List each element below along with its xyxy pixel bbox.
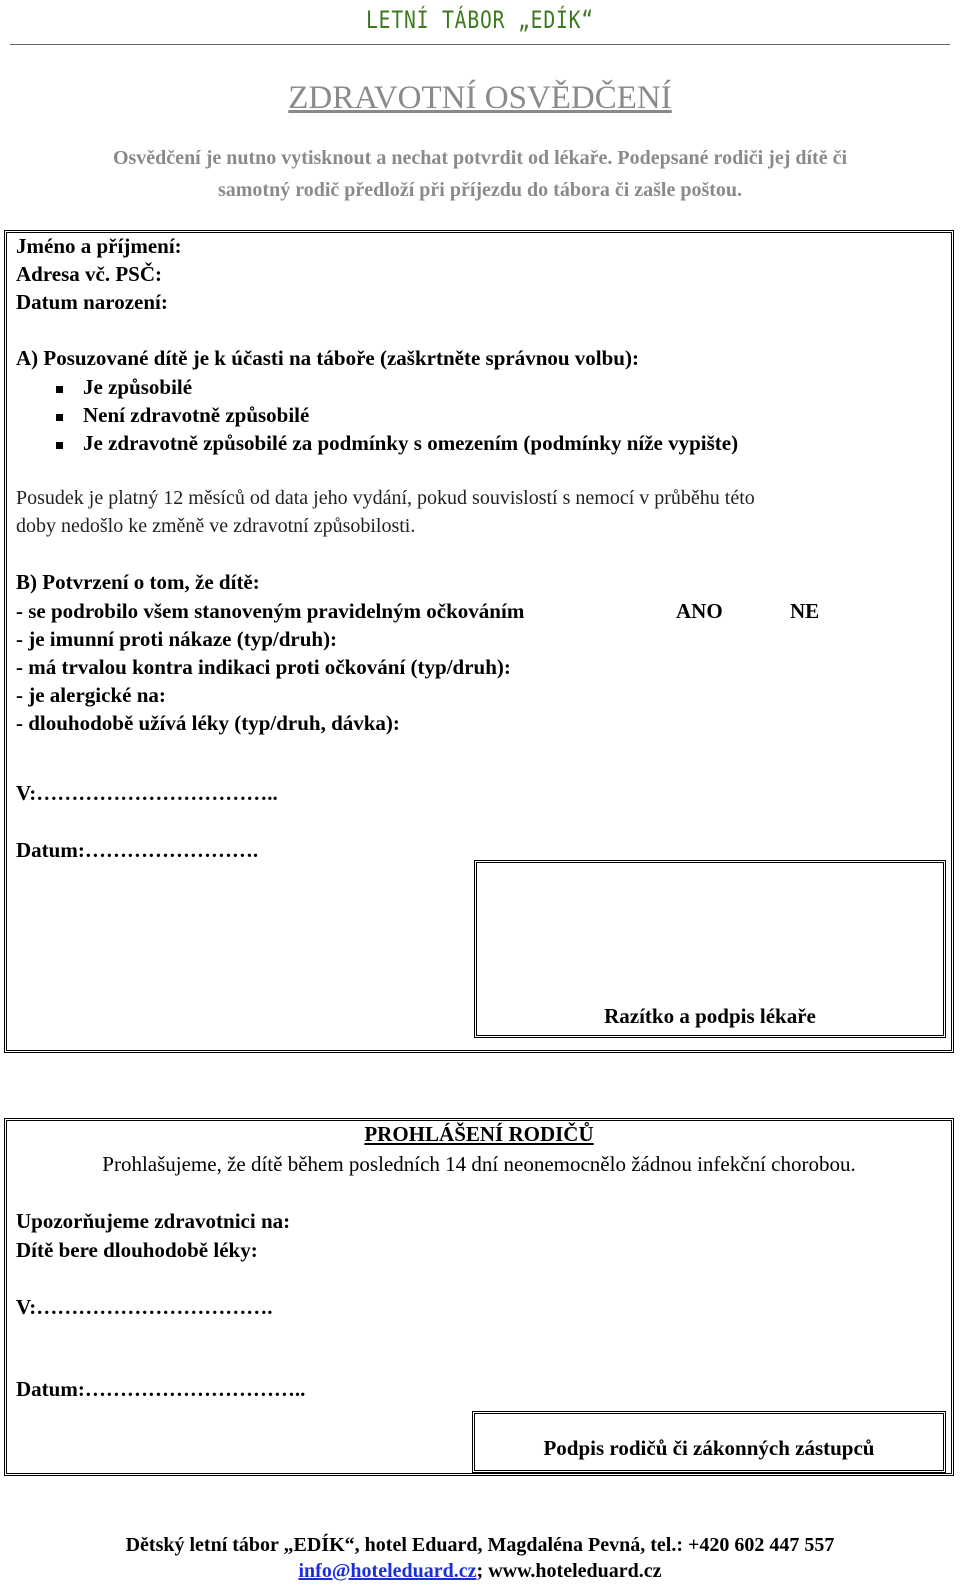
vaccination-no[interactable]: NE (790, 599, 820, 623)
parents-declaration-text: Prohlašujeme, že dítě během posledních 14 dní neonemocnělo žádnou infekční chorobou. (102, 1152, 856, 1176)
address-label: Adresa vč. PSČ: (16, 262, 163, 286)
checkbox-square-icon[interactable] (56, 386, 63, 393)
birth-date-label: Datum narození: (16, 290, 168, 314)
parents-signature-label: Podpis rodičů či zákonných zástupců (543, 1436, 875, 1460)
immunity-item: - je imunní proti nákaze (typ/druh): (16, 627, 338, 651)
checkbox-square-icon[interactable] (56, 442, 63, 449)
vaccination-yes[interactable]: ANO (676, 599, 723, 623)
instruction-note-line1: Osvědčení je nutno vytisknout a nechat potvrdit od lékaře. Podepsané rodiči jej dítě či (112, 147, 848, 169)
name-label: Jméno a příjmení: (16, 234, 182, 258)
validity-line2: doby nedošlo ke změně ve zdravotní způsobilosti. (16, 515, 416, 537)
website-text: ; www.hoteleduard.cz (476, 1560, 662, 1582)
header-divider (10, 44, 950, 45)
validity-line1: Posudek je platný 12 měsíců od data jeho vydání, pokud souvislostí s nemocí v průběhu této (16, 487, 755, 509)
parents-date-field: Datum:………………………….. (16, 1377, 306, 1401)
doctor-date-field: Datum:……………………. (16, 838, 259, 862)
page-title: ZDRAVOTNÍ OSVĚDČENÍ (288, 80, 672, 116)
section-a-heading: A) Posuzované dítě je k účasti na táboře (zaškrtněte správnou volbu): (16, 346, 639, 370)
parents-place-field: V:……………………………. (16, 1295, 273, 1319)
instruction-note-line2: samotný rodič předloží při příjezdu do tábora či zašle poštou. (217, 179, 743, 201)
option-unfit[interactable]: Není zdravotně způsobilé (56, 401, 309, 430)
doctor-place-field: V:…………………………….. (16, 781, 278, 805)
checkbox-square-icon[interactable] (56, 414, 63, 421)
footer-links (0, 1558, 960, 1584)
contraindication-item: - má trvalou kontra indikaci proti očkování (typ/druh): (16, 655, 511, 679)
long-term-meds-label: Dítě bere dlouhodobě léky: (16, 1238, 258, 1262)
medication-item: - dlouhodobě užívá léky (typ/druh, dávka): (16, 711, 400, 735)
email-link[interactable]: info@hoteleduard.cz (298, 1560, 477, 1582)
footer-contact: Dětský letní tábor „EDÍK“, hotel Eduard, Magdaléna Pevná, tel.: +420 602 447 557 (125, 1534, 835, 1556)
allergy-item: - je alergické na: (16, 683, 166, 707)
parents-heading: PROHLÁŠENÍ RODIČŮ (364, 1122, 594, 1146)
option-fit[interactable]: Je způsobilé (56, 373, 192, 402)
notice-label: Upozorňujeme zdravotnici na: (16, 1209, 291, 1233)
vaccination-item: - se podrobilo všem stanoveným pravidelným očkováním (16, 599, 525, 623)
option-conditional[interactable]: Je zdravotně způsobilé za podmínky s omezením (podmínky níže vypište) (56, 429, 738, 458)
logo-text: LETNÍ TÁBOR „EDÍK“ (365, 6, 595, 34)
section-b-heading: B) Potvrzení o tom, že dítě: (16, 570, 260, 594)
doctor-stamp-label: Razítko a podpis lékaře (604, 1004, 816, 1028)
